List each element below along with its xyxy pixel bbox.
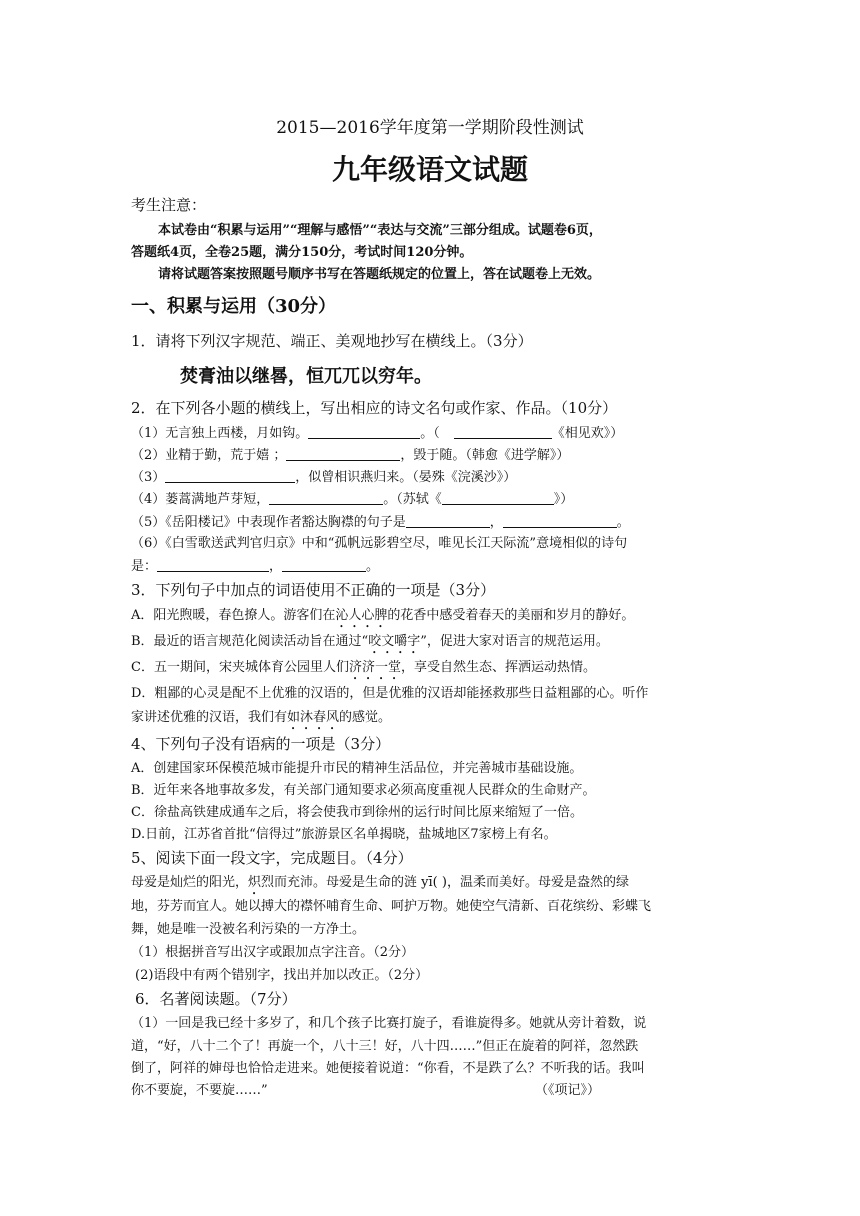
q2-stem: 2．在下列各小题的横线上，写出相应的诗文名句或作家、作品。（10分） <box>131 399 618 417</box>
q1-stem: 1．请将下列汉字规范、端正、美观地抄写在横线上。（3分） <box>131 332 533 350</box>
q5-sub-2: (2)语段中有两个错别字，找出并加以改正。（2分） <box>135 968 429 983</box>
dotted-phrase: 沁人心脾 <box>335 608 388 623</box>
q2-item-3: （3） ，似曾相识燕归来。（晏殊《浣溪沙》） <box>131 470 517 485</box>
q6-excerpt-line-1: （1）一回是我已经十多岁了，和几个孩子比赛打旋子，看谁旋得多。她就从旁计着数，说 <box>131 1016 647 1031</box>
q6-source: （《项记》） <box>535 1083 601 1098</box>
q2-item-4: （4）蒌蒿满地芦芽短， 。（苏轼《 》） <box>131 492 574 507</box>
answer-blank[interactable] <box>442 490 554 505</box>
dotted-phrase: 如沐春风 <box>287 710 340 725</box>
term-heading: 2015—2016学年度第一学期阶段性测试 <box>276 118 584 138</box>
q5-sub-1: （1）根据拼音写出汉字或跟加点字注音。（2分） <box>131 945 415 960</box>
q2-item-6-cont: 是： ， 。 <box>131 559 380 574</box>
answer-blank[interactable] <box>308 424 420 439</box>
q1-copy-text: 焚膏油以继晷，恒兀兀以穷年。 <box>180 366 432 387</box>
answer-blank[interactable] <box>165 468 295 483</box>
answer-blank[interactable] <box>406 513 490 528</box>
q4-stem: 4、下列句子没有语病的一项是（3分） <box>131 735 391 753</box>
q3-option-c: C．五一期间，宋夹城体育公园里人们济济一堂，享受自然生态、挥洒运动热情。 <box>131 660 596 675</box>
notice-label: 考生注意： <box>131 196 207 214</box>
q5-passage-line-2: 地，芬芳而宜人。她以搏大的襟怀哺育生命、呵护万物。她使空气清新、百花缤纷、彩蝶飞 <box>131 899 652 914</box>
dotted-phrase: 济济一堂 <box>348 660 401 675</box>
q5-passage-line-3: 舞，她是唯一没被名利污染的一方净土。 <box>131 922 366 937</box>
q2-item-5: （5）《岳阳楼记》中表现作者豁达胸襟的句子是 ， 。 <box>131 515 630 530</box>
q4-option-b: B．近年来各地事故多发，有关部门通知要求必须高度重视人民群众的生命财产。 <box>131 783 596 798</box>
notice-line-1: 本试卷由“积累与运用”“理解与感悟”“表达与交流”三部分组成。试题卷6页， <box>158 223 602 238</box>
q5-passage-line-1: 母爱是灿烂的阳光，炽烈而充沛。母爱是生命的涟 yī( )，温柔而美好。母爱是盎然的绿 <box>131 875 629 890</box>
q5-stem: 5、阅读下面一段文字，完成题目。（4分） <box>131 849 413 867</box>
q3-option-d-cont: 家讲述优雅的汉语，我们有如沐春风的感觉。 <box>131 710 392 725</box>
dotted-character: 炽 <box>248 875 262 890</box>
q2-item-1: （1）无言独上西楼，月如钩。 。（ 《相见欢》） <box>131 426 624 441</box>
answer-blank[interactable] <box>454 424 552 439</box>
answer-blank[interactable] <box>269 490 383 505</box>
q6-stem: 6．名著阅读题。（7分） <box>135 990 297 1008</box>
q2-item-6: （6）《白雪歌送武判官归京》中和“孤帆远影碧空尽，唯见长江天际流”意境相似的诗句 <box>131 536 628 551</box>
q2-item-2: （2）业精于勤，荒于嬉 ； ，毁于随。（韩愈《进学解》） <box>131 448 570 463</box>
answer-blank[interactable] <box>286 446 400 461</box>
q4-option-c: C．徐盐高铁建成通车之后，将会使我市到徐州的运行时间比原来缩短了一倍。 <box>131 805 583 820</box>
q3-option-a: A．阳光煦暖，春色撩人。游客们在沁人心脾的花香中感受着春天的美丽和岁月的静好。 <box>131 608 635 623</box>
answer-blank[interactable] <box>157 557 269 572</box>
dotted-phrase: 咬文嚼字 <box>368 634 421 649</box>
answer-blank[interactable] <box>503 513 617 528</box>
q3-option-b: B．最近的语言规范化阅读活动旨在通过“咬文嚼字”，促进大家对语言的规范运用。 <box>131 634 609 649</box>
q4-option-a: A．创建国家环保模范城市能提升市民的精神生活品位，并完善城市基础设施。 <box>131 761 583 776</box>
q3-stem: 3．下列句子中加点的词语使用不正确的一项是（3分） <box>131 581 496 599</box>
notice-line-2: 答题纸4页，全卷25题，满分150分，考试时间120分钟。 <box>131 245 473 260</box>
page-title: 九年级语文试题 <box>331 153 528 186</box>
q6-excerpt-line-2: 道，“好，八十二个了！再旋一个，八十三！好，八十四……”但正在旋着的阿祥，忽然跌 <box>131 1039 639 1054</box>
q6-excerpt-line-3: 倒了，阿祥的婶母也恰恰走进来。她便接着说道：“你看，不是跌了么？不听我的话。我叫 <box>131 1061 645 1076</box>
section-1-heading: 一、积累与运用（30分） <box>131 296 337 317</box>
answer-blank[interactable] <box>282 557 366 572</box>
q6-excerpt-line-4: 你不要旋，不要旋……” <box>131 1083 268 1098</box>
q3-option-d: D．粗鄙的心灵是配不上优雅的汉语的，但是优雅的汉语却能拯救那些日益粗鄙的心。听作 <box>131 686 649 701</box>
q4-option-d: D.日前，江苏省首批“信得过”旅游景区名单揭晓，盐城地区7家榜上有名。 <box>131 827 557 842</box>
notice-line-3: 请将试题答案按照题号顺序书写在答题纸规定的位置上，答在试题卷上无效。 <box>158 267 601 282</box>
